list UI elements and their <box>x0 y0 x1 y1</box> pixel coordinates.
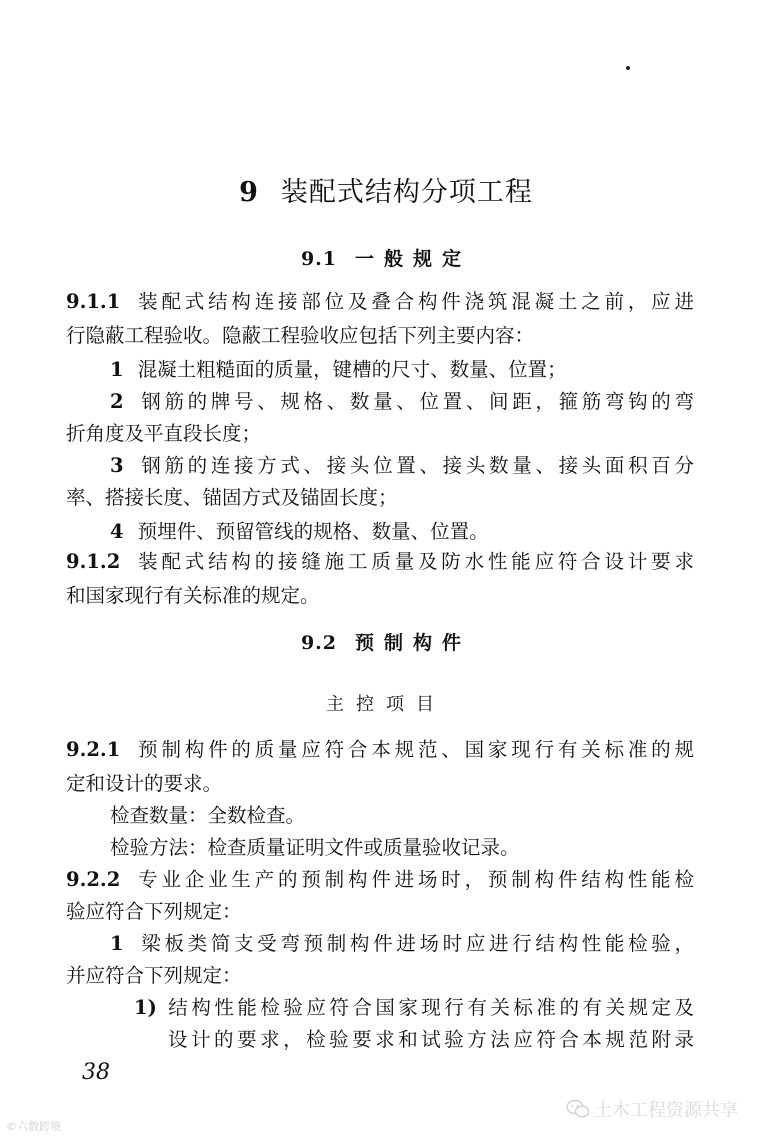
item-number: 3 <box>110 454 124 477</box>
paragraph-line: 设计的要求，检验要求和试验方法应符合本规范附录 <box>168 1028 694 1051</box>
section-title: 一般规定 <box>355 248 472 270</box>
list-item-line: 1 梁板类简支受弯预制构件进场时应进行结构性能检验， <box>110 932 694 955</box>
clause-number: 9.2.1 <box>66 738 121 761</box>
list-item-line: 1 混凝土粗糙面的质量，键槽的尺寸、数量、位置； <box>110 358 567 381</box>
item-number: 2 <box>110 390 124 413</box>
paragraph-line: 检查数量：全数检查。 <box>110 804 306 827</box>
paragraph-line: 定和设计的要求。 <box>66 772 223 795</box>
paragraph-line: 9.1.1 装配式结构连接部位及叠合构件浇筑混凝土之前，应进 <box>66 290 694 313</box>
chapter-number: 9 <box>239 177 259 208</box>
chapter-name: 装配式结构分项工程 <box>280 177 533 208</box>
item-number: 1 <box>110 932 124 955</box>
paragraph-line: 9.2.2 专业企业生产的预制构件进场时，预制构件结构性能检 <box>66 868 694 891</box>
item-number: 1 <box>110 358 124 381</box>
paragraph-line: 和国家现行有关标准的规定。 <box>66 584 320 607</box>
watermark-right <box>566 1096 738 1122</box>
list-item-line: 4 预埋件、预留管线的规格、数量、位置。 <box>110 520 489 543</box>
paragraph-line: 检验方法：检查质量证明文件或质量验收记录。 <box>110 836 520 859</box>
item-number: 1) <box>134 996 157 1019</box>
section-heading-9-1 <box>0 244 772 271</box>
clause-number: 9.1.1 <box>66 290 121 313</box>
subheading: 主控项目 <box>326 694 446 715</box>
paragraph-line: 验应符合下列规定： <box>66 900 242 923</box>
page-number: 38 <box>82 1060 110 1085</box>
paragraph-line: 9.1.2 装配式结构的接缝施工质量及防水性能应符合设计要求 <box>66 550 694 573</box>
section-heading-9-2 <box>0 628 772 655</box>
paragraph-line: 率、搭接长度、锚固方式及锚固长度； <box>66 486 398 509</box>
section-number: 9.2 <box>300 632 338 654</box>
clause-number: 9.1.2 <box>66 550 121 573</box>
paragraph-line: 并应符合下列规定： <box>66 964 242 987</box>
list-item-line: 2 钢筋的牌号、规格、数量、位置、间距，箍筋弯钩的弯 <box>110 390 694 413</box>
section-title: 预制构件 <box>355 632 472 654</box>
clause-number: 9.2.2 <box>66 868 121 891</box>
list-item-line: 1) 结构性能检验应符合国家现行有关标准的有关规定及 <box>134 996 694 1019</box>
wechat-icon <box>566 1099 590 1119</box>
watermark-text: 土木工程资源共享 <box>594 1100 738 1121</box>
paragraph-line: 9.2.1 预制构件的质量应符合本规范、国家现行有关标准的规 <box>66 738 694 761</box>
paragraph-line: 折角度及平直段长度； <box>66 422 262 445</box>
list-item-line: 3 钢筋的连接方式、接头位置、接头数量、接头面积百分 <box>110 454 694 477</box>
paragraph-line: 行隐蔽工程验收。隐蔽工程验收应包括下列主要内容： <box>66 324 535 347</box>
chapter-title <box>0 170 772 209</box>
watermark-left: ©六数跨境 <box>6 1120 61 1133</box>
section-number: 9.1 <box>300 248 338 270</box>
item-number: 4 <box>110 520 124 543</box>
scan-speck <box>626 66 630 70</box>
